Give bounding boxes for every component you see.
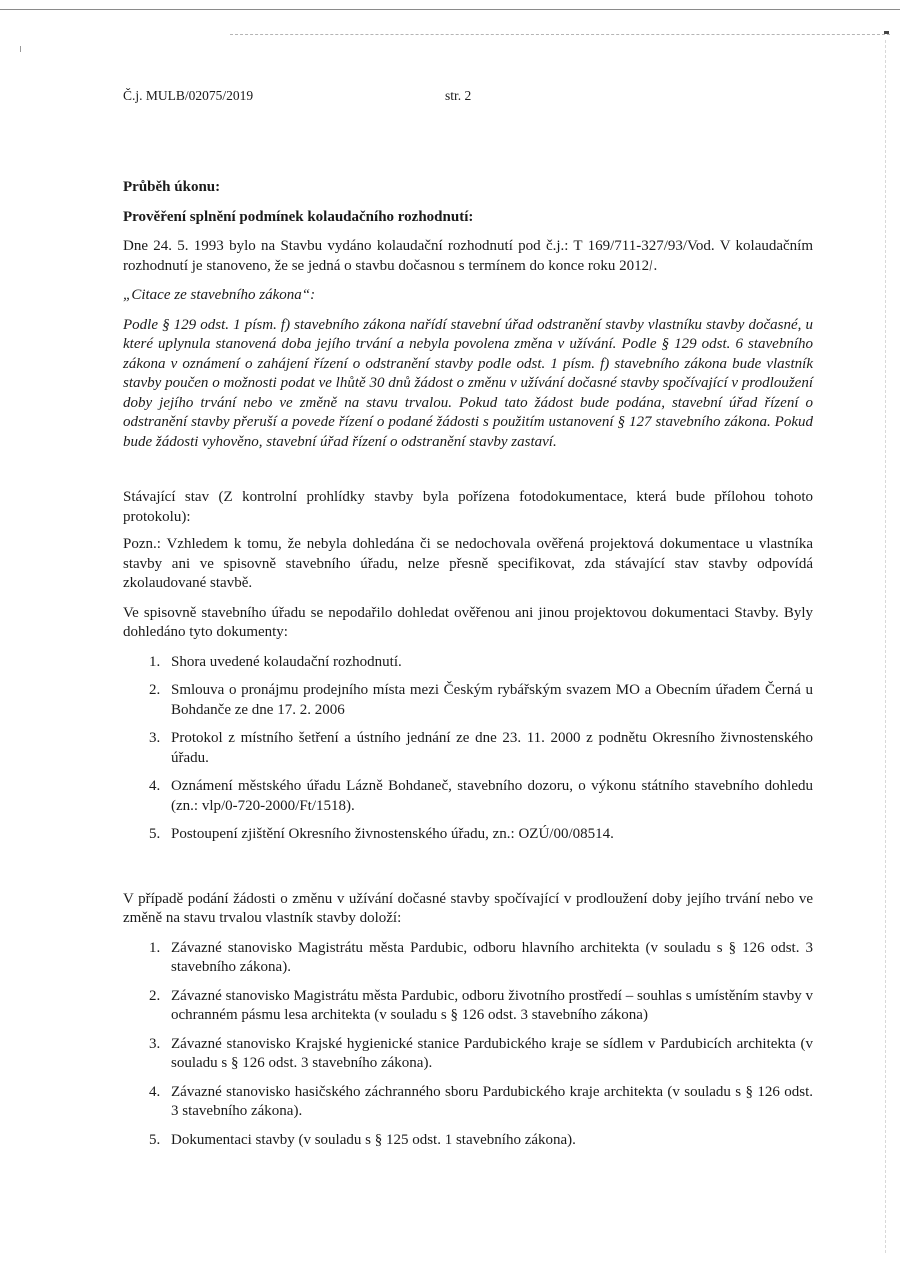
list-item-text: Shora uvedené kolaudační rozhodnutí. [171,653,402,670]
intro-text: Dne 24. 5. 1993 bylo na Stavbu vydáno kolaudační rozhodnutí pod č.j.: T 169/711-327/93/Vod. V kolaudačním rozhodnutí je stanoveno, že se jedná o stavbu dočasnou s termínem do konce roku 2012 [123,238,813,274]
list-number: 2. [149,682,161,698]
list-item-text: Závazné stanovisko Magistrátu města Pardubic, odboru hlavního architekta (v souladu s § 126 odst. 3 stavebního zákona). [171,939,813,975]
list-number: 4. [149,1083,161,1100]
scan-tick-mark [20,46,21,52]
note-paragraph: Pozn.: Vzhledem k tomu, že nebyla dohledána či se nedochovala ověřená projektová dokumentace u vlastníka stavby ani ve spisovně stavebního úřadu, nelze přesně specifikovat, zda stávající stav stavby odpovídá zkolaudované stavbě. [123,536,813,591]
quote-label: „Citace ze stavebního zákona“: [123,287,316,303]
list-item [123,825,813,845]
list-item [123,729,813,768]
spacer [123,452,813,488]
list-item-text: Protokol z místního šetření a ústního jednání ze dne 23. 11. 2000 z podnětu Okresního živnostenského úřadu. [171,730,813,766]
list-number: 5. [149,1131,161,1148]
section-heading: Průběh úkonu: [123,179,221,195]
page-number: str. 2 [445,88,472,103]
list-number: 3. [149,1035,161,1052]
handwritten-mark: /. [647,257,659,274]
list-item-text: Závazné stanovisko Magistrátu města Pardubic, odboru životního prostředí – souhlas s umístěním stavby v ochranném pásmu lesa architekta (v souladu s § 126 odst. 3 stavebního zákona) [171,987,813,1023]
scan-dashed-line [230,34,890,35]
list-item [123,1083,813,1122]
list-number: 1. [149,653,161,670]
scan-mark [884,31,889,34]
requirements-list [123,939,813,1151]
list-number: 2. [149,987,161,1004]
archive-paragraph: Ve spisovně stavebního úřadu se nepodařilo dohledat ověřenou ani jinou projektovou dokumentaci Stavby. Byly dohledáno tyto dokumenty: [123,604,813,640]
list-item-text: Oznámení městského úřadu Lázně Bohdaneč, stavebního dozoru, o výkonu státního stavebního dohledu (zn.: vlp/0-720-2000/Ft/1518). [171,778,813,814]
intro-paragraph [123,237,813,276]
list-number: 4. [149,778,161,794]
list-item-text: Závazné stanovisko hasičského záchranného sboru Pardubického kraje architekta (v souladu s § 126 odst. 3 stavebního zákona). [171,1083,813,1119]
request-paragraph: V případě podání žádosti o změnu v užívání dočasné stavby spočívající v prodloužení doby jejího trvání nebo ve změně na stavu trvalou vlastník stavby doloží: [123,890,813,926]
list-item [123,653,813,673]
list-number: 1. [149,939,161,956]
list-item [123,939,813,978]
list-item [123,987,813,1026]
document-body [123,178,813,1159]
reference-number: Č.j. MULB/02075/2019 [123,88,254,103]
spacer [123,854,813,890]
scan-border-line [0,9,900,10]
list-item-text: Závazné stanovisko Krajské hygienické stanice Pardubického kraje se sídlem v Pardubicích architekta (v souladu s § 126 odst. 3 stavebního zákona). [171,1035,813,1071]
documents-list [123,653,813,845]
list-item-text: Postoupení zjištění Okresního živnostenského úřadu, zn.: OZÚ/00/08514. [171,826,614,842]
list-item-text: Dokumentaci stavby (v souladu s § 125 odst. 1 stavebního zákona). [171,1131,576,1148]
list-item [123,777,813,816]
subsection-heading: Prověření splnění podmínek kolaudačního rozhodnutí: [123,208,474,225]
current-state-paragraph: Stávající stav (Z kontrolní prohlídky stavby byla pořízena fotodokumentace, která bude přílohou tohoto protokolu): [123,489,813,525]
list-item-text: Smlouva o pronájmu prodejního místa mezi Českým rybářským svazem MO a Obecním úřadem Černá u Bohdanče ze dne 17. 2. 2006 [171,682,813,718]
list-number: 5. [149,826,161,842]
list-item [123,1035,813,1074]
list-item [123,1131,813,1151]
quote-paragraph: Podle § 129 odst. 1 písm. f) stavebního zákona nařídí stavební úřad odstranění stavby vlastníku stavby dočasné, u které uplynula stanovená doba jejího trvání a nebyla povolena změna v užívání. Podle § 129 odst. 6 stavebního zákona v oznámení o zahájení řízení o odstranění stavby podle odst. 1 písm. f) stavebního zákona bude vlastník stavby poučen o možnosti podat ve lhůtě 30 dnů žádost o změnu v užívání dočasné stavby spočívající v prodloužení doby jejího trvání nebo ve změně na stavu trvalou. Pokud tato žádost bude podána, stavební úřad řízení o odstranění stavby přeruší a povede řízení o podané žádosti s použitím ustanovení § 127 stavebního zákona. Pokud bude žádosti vyhověno, stavební úřad řízení o odstranění stavby zastaví. [123,316,813,450]
list-number: 3. [149,730,161,746]
scan-edge [885,40,886,1253]
list-item [123,681,813,720]
